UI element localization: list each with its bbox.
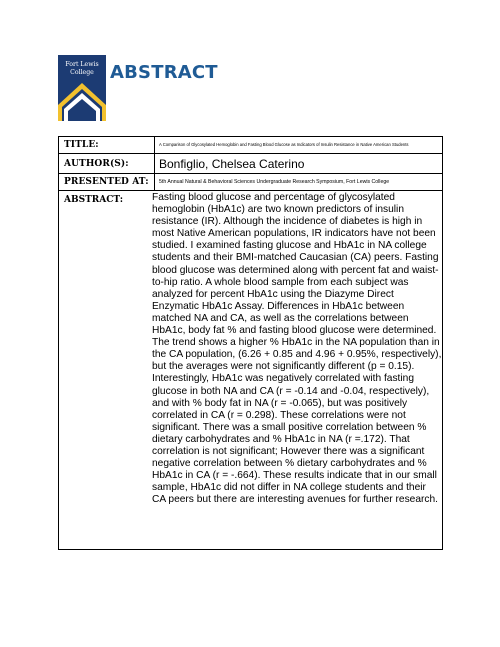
row-divider	[154, 137, 155, 153]
logo-line-1: Fort Lewis	[65, 61, 99, 68]
logo-line-2: College	[70, 69, 94, 76]
abstract-body: Fasting blood glucose and percentage of glycosylated hemoglobin (HbA1c) are two known predictors of insulin resistance (IR). Although the incidence of diabetes is high in most Native American populations, IR indicators have not been studied. I examined fasting glucose and HbA1c in NA college students and their BMI-matched Caucasian (CA) peers. Fasting blood glucose was determined along with percent fat and waist-to-hip ratio. A whole blood sample from each subject was analyzed for percent HbA1c using the Diazyme Direct Enzymatic HbA1c Assay. Differences in HbA1c between matched NA and CA, as well as the correlations between HbA1c, body fat % and fasting blood glucose were determined. The trend shows a higher % HbA1c in the NA population than in the CA population, (6.26 + 0.85 and 4.96 + 0.95%, respectively), but the averages were not significantly different (p = 0.15). Interestingly, HbA1c was negatively correlated with fasting glucose in both NA and CA (r = -0.14 and -0.04, respectively), and with % body fat in NA (r = -0.065), but was positively correlated in CA (r = 0.298). These correlations were not significant. There was a small positive correlation between % dietary carbohydrates and % HbA1c in NA (r =.172). That correlation is not significant; However there was a significant negative correlation between % dietary carbohydrates and % HbA1c in CA (r = -.664). These results indicate that in our small sample, HbA1c did not differ in NA college students and their CA peers but there are interesting avenues for further research.	[152, 192, 442, 506]
row-divider	[154, 174, 155, 190]
page-title: ABSTRACT	[110, 62, 218, 83]
college-logo	[58, 55, 106, 121]
presented-label: PRESENTED AT:	[64, 177, 149, 187]
title-row	[59, 137, 442, 154]
author-label: AUTHOR(S):	[64, 159, 129, 169]
row-divider	[154, 154, 155, 173]
title-value: A Comparison of Glycosylated Hemoglobin and Fasting Blood Glucose as Indicators of Insulin Resistance in Native American Students	[159, 142, 409, 147]
title-label: TITLE:	[64, 140, 99, 150]
author-value: Bonfiglio, Chelsea Caterino	[159, 157, 305, 171]
author-row	[59, 154, 442, 174]
abstract-label: ABSTRACT:	[64, 195, 124, 205]
college-logo-shield-icon	[58, 55, 106, 121]
presented-row	[59, 174, 442, 191]
presented-value: 5th Annual Natural & Behavioral Sciences Undergraduate Research Symposium, Fort Lewis College	[159, 179, 390, 185]
abstract-form	[58, 136, 443, 550]
